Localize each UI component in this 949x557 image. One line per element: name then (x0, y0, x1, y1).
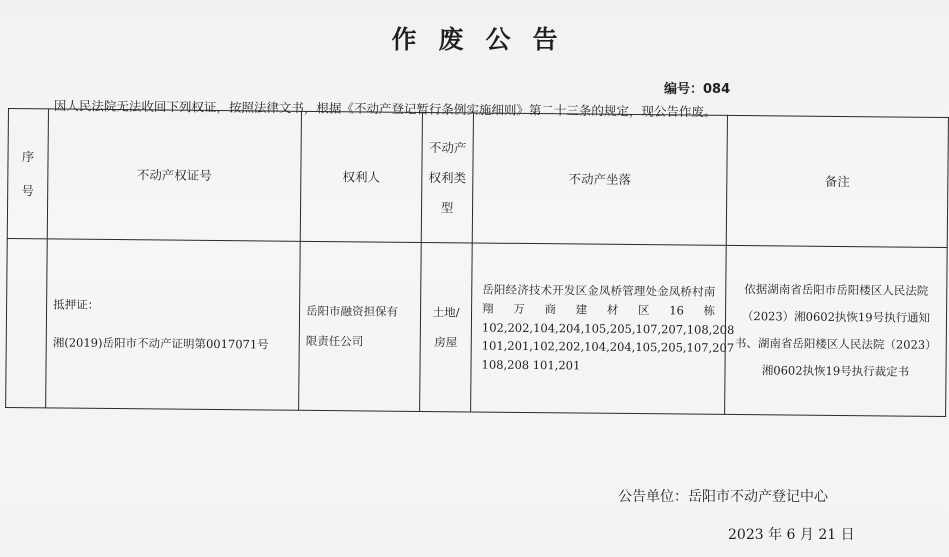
header-location: 不动产坐落 (472, 113, 727, 245)
table-header-row (7, 109, 948, 248)
issue-date: 2023 年 6 月 21 日 (728, 527, 855, 543)
header-type: 不动产 权利类 型 (421, 112, 473, 242)
issuer-name: 岳阳市不动产登记中心 (688, 489, 828, 505)
certificate-table (5, 108, 949, 417)
holder-line-2: 限责任公司 (305, 333, 364, 349)
type-line-1: 土地/ (432, 304, 460, 320)
document-number-label: 编号： (664, 82, 704, 97)
cert-type: 抵押证： (53, 297, 100, 312)
cell-remark: 依据湖南省岳阳市岳阳楼区人民法院（2023）湘0602执恢19号执行通知书、湖南省岳阳楼区人民法院（2023）湘0602执恢19号执行裁定书 (725, 245, 948, 416)
holder-line-1: 岳阳市融资担保有 (306, 303, 399, 319)
cell-holder (299, 241, 422, 411)
document-number (664, 78, 730, 97)
issuer-label: 公告单位： (618, 489, 688, 505)
header-holder: 权利人 (300, 111, 422, 242)
header-remark: 备注 (726, 115, 948, 247)
issuer (618, 486, 828, 506)
document-number-value: 084 (703, 82, 731, 97)
cell-location: 岳阳经济技术开发区金凤桥管理处金凤桥村南翔万商建材区16栋102,202,104,204,105,205,107,207,108,208 101,201,102,202,104,204,105,205,107,207 108,208 101,201 (471, 243, 727, 414)
notice-intro: 因人民法院无法收回下列权证，按照法律文书，根据《不动产登记暂行条例实施细则》第二十三条的规定，现公告作废。 (53, 97, 717, 120)
type-line-2: 房屋 (434, 335, 458, 350)
cert-number: 湘(2019)岳阳市不动产证明第0017071号 (52, 335, 269, 352)
cell-seq (6, 238, 48, 407)
notice-title: 作废公告 (391, 25, 580, 54)
table-row (6, 238, 948, 416)
header-seq: 序 号 (7, 109, 48, 239)
header-cert-no: 不动产权证号 (47, 109, 301, 241)
cell-cert-no (46, 239, 301, 410)
cell-type (420, 242, 473, 411)
certificate-table-wrapper (5, 108, 948, 417)
